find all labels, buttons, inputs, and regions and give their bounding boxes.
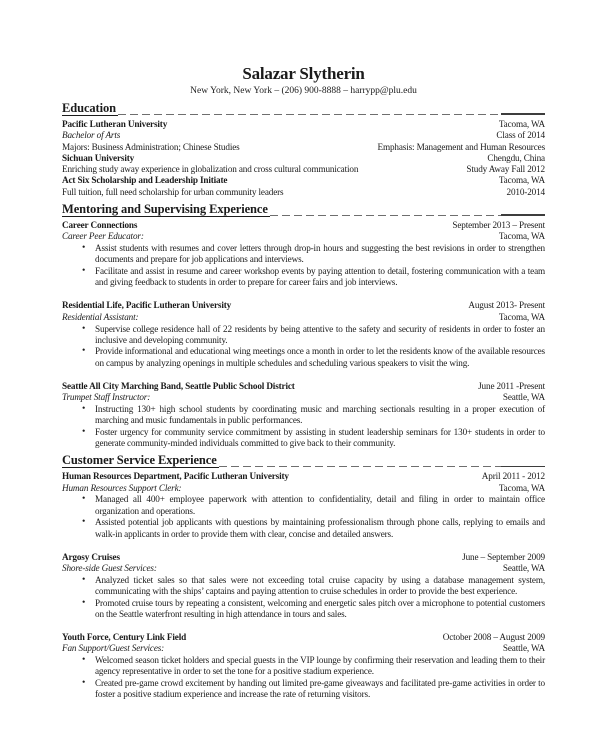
job-org: Youth Force, Century Link Field xyxy=(62,632,187,643)
education-row xyxy=(62,164,545,175)
job-date: September 2013 – Present xyxy=(452,220,545,231)
job-date: April 2011 - 2012 xyxy=(481,471,545,482)
bullet-dot-icon: • xyxy=(82,243,86,254)
job-entry xyxy=(62,220,545,288)
degree: Bachelor of Arts xyxy=(62,130,121,141)
bullet-item xyxy=(62,346,545,368)
contact-line: New York, New York – (206) 900-8888 – harrypp@plu.edu xyxy=(190,86,417,96)
job-date: October 2008 – August 2009 xyxy=(442,632,545,643)
bullet-text: Analyzed ticket sales so that sales were not exceeding total cruise capacity by using a database management system, communicating with the ships’ captains and paying attention to cruise schedules in order to provide the best experience. xyxy=(95,574,545,596)
job-location: Tacoma, WA xyxy=(498,482,545,493)
section-header xyxy=(62,202,545,217)
bullet-item xyxy=(62,427,545,449)
school-name: Pacific Lutheran University xyxy=(62,119,168,129)
bullet-dot-icon: • xyxy=(82,678,86,689)
school-name: Sichuan University xyxy=(62,152,135,163)
bullet-item xyxy=(62,243,545,265)
job-location: Seattle, WA xyxy=(502,643,545,654)
section-underline-end xyxy=(501,214,545,216)
bullet-text: Supervise college residence hall of 22 residents by being attentive to the safety and security of residents in order to foster an inclusive and developing community. xyxy=(95,323,545,345)
education-row xyxy=(62,187,545,198)
job-role-row xyxy=(62,312,545,323)
scholarship-name: Act Six Scholarship and Leadership Initiate xyxy=(62,175,228,186)
bullet-dot-icon: • xyxy=(82,574,86,585)
job-role: Residential Assistant: xyxy=(62,311,139,322)
bullet-text: Provide informational and educational wing meetings once a month in order to let the residents know of the available resources on campus by analyzing openings in multiple schedules and scheduling various speakers to visit the wing. xyxy=(95,346,545,368)
job-entry xyxy=(62,471,545,539)
job-header-row xyxy=(62,471,545,482)
section-underline-end xyxy=(501,466,545,468)
bullet-dot-icon: • xyxy=(82,494,86,505)
section-underline-dashes xyxy=(219,466,501,468)
job-header-row xyxy=(62,220,545,231)
bullet-dot-icon: • xyxy=(82,403,86,414)
section-title: Customer Service Experience xyxy=(62,453,217,468)
education-row xyxy=(62,119,545,130)
bullet-dot-icon: • xyxy=(82,323,86,334)
job-org: Argosy Cruises xyxy=(62,551,120,562)
section-underline-end xyxy=(501,113,545,115)
bullet-dot-icon: • xyxy=(82,597,86,608)
job-date: August 2013- Present xyxy=(468,300,545,311)
bullet-dot-icon: • xyxy=(82,266,86,277)
bullet-dot-icon: • xyxy=(82,426,86,437)
bullet-text: Assisted potential job applicants with questions by maintaining professionalism through phone calls, replying to emails and walk-in applicants in order to provide them with clear, concise and detailed answers. xyxy=(95,517,545,539)
section-mentoring-experience xyxy=(62,202,545,449)
job-role: Trumpet Staff Instructor: xyxy=(62,392,151,403)
job-location: Seattle, WA xyxy=(502,563,545,573)
job-role-row xyxy=(62,392,545,403)
section-underline-dashes xyxy=(118,114,501,116)
bullet-item xyxy=(62,404,545,426)
job-role: Human Resources Support Clerk: xyxy=(62,482,182,493)
section-header xyxy=(62,453,545,468)
job-entry xyxy=(62,381,545,449)
job-header-row xyxy=(62,632,545,643)
bullet-item xyxy=(62,324,545,346)
bullet-item xyxy=(62,517,545,539)
bullet-text: Welcomed season ticket holders and special guests in the VIP lounge by confirming their reservation and leading them to their agency representative in order to set the tone for a positive stadium experience. xyxy=(95,655,545,677)
bullet-dot-icon: • xyxy=(82,346,86,357)
school-location: Chengdu, China xyxy=(487,152,545,163)
bullet-item xyxy=(62,598,545,620)
job-header-row xyxy=(62,552,545,563)
resume-name: Salazar Slytherin xyxy=(242,64,365,83)
education-row xyxy=(62,153,545,164)
education-row xyxy=(62,130,545,141)
program-description: Enriching study away experience in globalization and cross cultural communication xyxy=(62,164,359,175)
job-role-row xyxy=(62,643,545,654)
job-date: June 2011 -Present xyxy=(478,380,545,391)
bullet-text: Created pre-game crowd excitement by handing out limited pre-game giveaways and facilitated pre-game activities in order to foster a positive stadium experience and increase the rate of returning visitors. xyxy=(95,678,545,700)
school-location: Tacoma, WA xyxy=(498,119,545,129)
job-org: Human Resources Department, Pacific Lutheran University xyxy=(62,471,289,482)
job-header-row xyxy=(62,381,545,392)
bullet-text: Assist students with resumes and cover letters through drop-in hours and suggesting the best revisions in order to strengthen documents and prepare for job applications and interviews. xyxy=(95,243,545,265)
bullet-item xyxy=(62,655,545,677)
job-entry xyxy=(62,552,545,620)
job-role-row xyxy=(62,483,545,494)
job-role: Career Peer Educator: xyxy=(62,231,144,242)
bullet-text: Managed all 400+ employee paperwork with attention to confidentiality, detail and filing in order to maintain office organization and operations. xyxy=(95,494,545,516)
job-org: Career Connections xyxy=(62,220,138,231)
section-customer-experience xyxy=(62,453,545,700)
job-role: Shore-side Guest Services: xyxy=(62,563,157,573)
section-title: Education xyxy=(62,101,116,115)
bullet-item xyxy=(62,266,545,288)
section-header xyxy=(62,101,545,116)
emphasis: Emphasis: Management and Human Resources xyxy=(377,141,545,152)
job-date: June – September 2009 xyxy=(462,551,545,562)
bullet-text: Foster urgency for community service commitment by assisting in student leadership seminars for 130+ students in order to generate community-minded individuals committed to give back to their community. xyxy=(95,426,545,449)
program-term: Study Away Fall 2012 xyxy=(466,164,545,175)
section-title: Mentoring and Supervising Experience xyxy=(62,202,268,217)
scholarship-location: Tacoma, WA xyxy=(498,175,545,186)
majors: Majors: Business Administration; Chinese Studies xyxy=(62,141,240,152)
bullet-item xyxy=(62,575,545,597)
job-header-row xyxy=(62,300,545,311)
bullet-dot-icon: • xyxy=(82,517,86,528)
section-education xyxy=(62,101,545,198)
section-underline-dashes xyxy=(270,215,501,217)
bullet-dot-icon: • xyxy=(82,655,86,666)
job-org: Seattle All City Marching Band, Seattle Public School District xyxy=(62,380,295,391)
class-year: Class of 2014 xyxy=(496,130,545,141)
scholarship-description: Full tuition, full need scholarship for urban community leaders xyxy=(62,186,284,197)
education-row xyxy=(62,142,545,153)
job-location: Tacoma, WA xyxy=(498,231,545,242)
job-role: Fan Support/Guest Services: xyxy=(62,643,165,654)
bullet-item xyxy=(62,678,545,700)
job-role-row xyxy=(62,563,545,574)
bullet-text: Facilitate and assist in resume and career workshop events by paying attention to detail, fostering communication with a team and giving feedback to students in order to prepare for career fairs and job interviews. xyxy=(95,266,545,288)
job-entry xyxy=(62,632,545,700)
job-org: Residential Life, Pacific Lutheran University xyxy=(62,300,232,311)
job-location: Tacoma, WA xyxy=(498,311,545,322)
job-entry xyxy=(62,300,545,368)
scholarship-years: 2010-2014 xyxy=(506,186,545,197)
education-row xyxy=(62,175,545,186)
bullet-item xyxy=(62,494,545,516)
bullet-text: Promoted cruise tours by repeating a consistent, welcoming and energetic sales pitch over a microphone to potential customers on the Seattle waterfront resulting in high attendance in tours and sales. xyxy=(95,597,545,619)
bullet-text: Instructing 130+ high school students by coordinating music and marching sectionals resulting in a proper execution of marching and music fundamentals in public performances. xyxy=(95,403,545,426)
job-location: Seattle, WA xyxy=(502,392,545,403)
job-role-row xyxy=(62,231,545,242)
